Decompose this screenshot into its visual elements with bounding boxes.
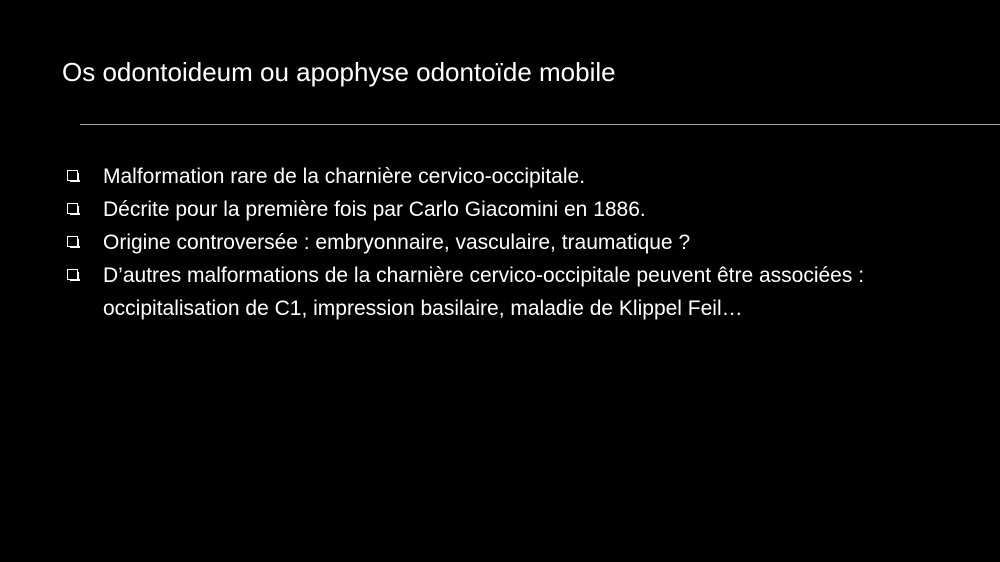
checkbox-square-icon: [67, 269, 78, 280]
checkbox-square-icon: [67, 236, 78, 247]
bullet-item: [66, 193, 956, 226]
bullet-item: [66, 259, 956, 325]
title-divider: [80, 124, 1000, 125]
bullet-text: D’autres malformations de la charnière cervico-occipitale peuvent être associées : occipitalisation de C1, impression basilaire, maladie de Klippel Feil…: [103, 264, 865, 320]
bullet-text: Malformation rare de la charnière cervico-occipitale.: [103, 165, 586, 188]
bullet-item: [66, 160, 956, 193]
bullet-text: Origine controversée : embryonnaire, vasculaire, traumatique ?: [103, 231, 691, 254]
bullet-item: [66, 226, 956, 259]
slide-title: Os odontoideum ou apophyse odontoïde mobile: [62, 57, 616, 87]
checkbox-square-icon: [67, 170, 78, 181]
bullet-list: [66, 160, 956, 325]
bullet-text: Décrite pour la première fois par Carlo Giacomini en 1886.: [103, 198, 646, 221]
checkbox-square-icon: [67, 203, 78, 214]
